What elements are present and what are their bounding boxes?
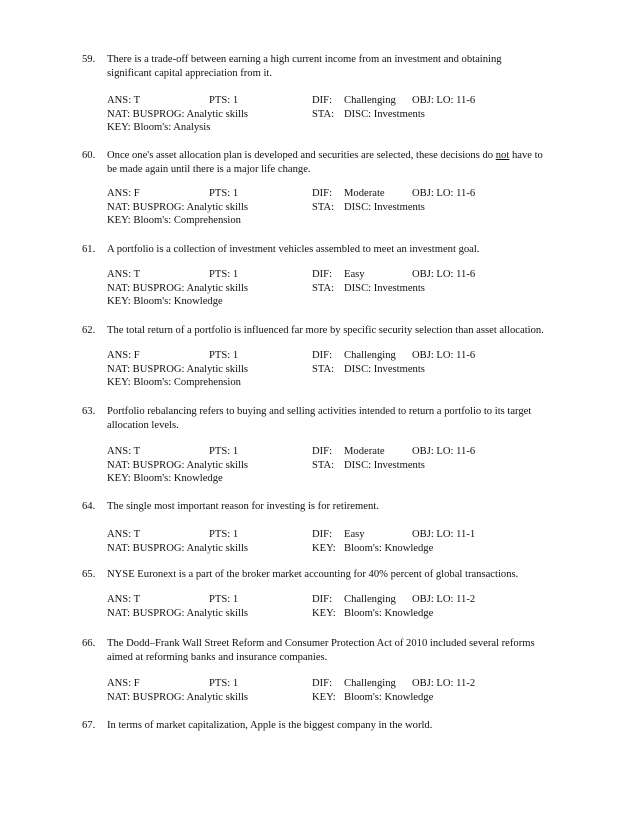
key-value: Bloom's: Knowledge: [344, 542, 434, 554]
objective-label: OBJ: LO: 11-6: [412, 269, 476, 280]
question-number: 64.: [82, 501, 96, 512]
nat-label: NAT: BUSPROG: Analytic skills: [107, 691, 249, 703]
meta-row: [107, 214, 587, 228]
meta-row: [107, 121, 587, 135]
answer-metadata: [107, 593, 587, 620]
question-text: [107, 243, 592, 257]
objective-label: OBJ: LO: 11-2: [412, 678, 476, 689]
key-label: KEY: Bloom's: Knowledge: [107, 296, 223, 308]
answer-label: ANS: T: [107, 529, 141, 540]
question-number: 66.: [82, 638, 96, 649]
question-text-line: The single most important reason for investing is for retirement.: [107, 501, 379, 512]
objective-label: OBJ: LO: 11-6: [412, 188, 476, 199]
question-text: [107, 405, 592, 433]
answer-label: ANS: T: [107, 594, 141, 605]
key-label: KEY: Bloom's: Comprehension: [107, 215, 241, 227]
sta-key: STA:: [312, 201, 335, 213]
difficulty-value: Easy: [344, 269, 365, 280]
meta-row: [107, 459, 587, 473]
meta-row: [107, 363, 587, 377]
question-text-line: NYSE Euronext is a part of the broker market accounting for 40% percent of global transactions.: [107, 569, 519, 580]
question-text: [107, 568, 592, 582]
difficulty-key: DIF:: [312, 678, 333, 689]
answer-label: ANS: F: [107, 188, 140, 199]
question-text: [107, 53, 592, 81]
nat-label: NAT: BUSPROG: Analytic skills: [107, 607, 249, 619]
answer-metadata: [107, 268, 587, 309]
answer-metadata: [107, 445, 587, 486]
meta-row: [107, 445, 587, 459]
question-text-line: A portfolio is a collection of investment vehicles assembled to meet an investment goal.: [107, 244, 480, 255]
points-label: PTS: 1: [209, 446, 239, 457]
sta-value: DISC: Investments: [344, 282, 425, 294]
question-text-line: be made again until there is a major life change.: [107, 164, 311, 175]
question-text-line: The Dodd–Frank Wall Street Reform and Consumer Protection Act of 2010 included several reforms: [107, 638, 535, 649]
points-label: PTS: 1: [209, 594, 239, 605]
answer-metadata: [107, 677, 587, 704]
meta-row: [107, 349, 587, 363]
difficulty-value: Challenging: [344, 678, 396, 689]
meta-row: [107, 94, 587, 108]
sta-value: DISC: Investments: [344, 459, 425, 471]
answer-label: ANS: T: [107, 269, 141, 280]
question-number: 67.: [82, 720, 96, 731]
nat-label: NAT: BUSPROG: Analytic skills: [107, 108, 249, 120]
objective-label: OBJ: LO: 11-6: [412, 446, 476, 457]
question-number: 59.: [82, 54, 96, 65]
question-number: 63.: [82, 406, 96, 417]
key-label: KEY: Bloom's: Analysis: [107, 122, 211, 134]
meta-row: [107, 295, 587, 309]
key-key: KEY:: [312, 691, 336, 703]
answer-label: ANS: F: [107, 678, 140, 689]
question-text-line: There is a trade-off between earning a high current income from an investment and obtaining: [107, 54, 502, 65]
emphasis-not: not: [495, 150, 510, 161]
question-text-line: Once one's asset allocation plan is developed and securities are selected, these decisions do not have to: [107, 150, 543, 161]
question-number: 62.: [82, 325, 96, 336]
meta-row: [107, 691, 587, 705]
meta-row: [107, 593, 587, 607]
meta-row: [107, 528, 587, 542]
answer-metadata: [107, 349, 587, 390]
sta-key: STA:: [312, 282, 335, 294]
question-text-line: aimed at reforming banks and insurance companies.: [107, 652, 328, 663]
nat-label: NAT: BUSPROG: Analytic skills: [107, 282, 249, 294]
objective-label: OBJ: LO: 11-1: [412, 529, 476, 540]
meta-row: [107, 201, 587, 215]
question-text: [107, 324, 592, 338]
objective-label: OBJ: LO: 11-6: [412, 350, 476, 361]
question-number: 60.: [82, 150, 96, 161]
question-number: 61.: [82, 244, 96, 255]
key-key: KEY:: [312, 607, 336, 619]
meta-row: [107, 108, 587, 122]
nat-label: NAT: BUSPROG: Analytic skills: [107, 363, 249, 375]
difficulty-value: Challenging: [344, 594, 396, 605]
nat-label: NAT: BUSPROG: Analytic skills: [107, 201, 249, 213]
difficulty-key: DIF:: [312, 269, 333, 280]
sta-value: DISC: Investments: [344, 201, 425, 213]
sta-key: STA:: [312, 108, 335, 120]
key-label: KEY: Bloom's: Knowledge: [107, 473, 223, 485]
key-value: Bloom's: Knowledge: [344, 607, 434, 619]
sta-value: DISC: Investments: [344, 108, 425, 120]
points-label: PTS: 1: [209, 529, 239, 540]
meta-row: [107, 677, 587, 691]
answer-label: ANS: T: [107, 446, 141, 457]
difficulty-key: DIF:: [312, 350, 333, 361]
difficulty-key: DIF:: [312, 446, 333, 457]
question-text-line: allocation levels.: [107, 420, 179, 431]
points-label: PTS: 1: [209, 188, 239, 199]
difficulty-key: DIF:: [312, 95, 333, 106]
points-label: PTS: 1: [209, 678, 239, 689]
key-value: Bloom's: Knowledge: [344, 691, 434, 703]
key-key: KEY:: [312, 542, 336, 554]
sta-value: DISC: Investments: [344, 363, 425, 375]
question-text-line: The total return of a portfolio is influenced far more by specific security selection than asset allocation.: [107, 325, 544, 336]
answer-metadata: [107, 187, 587, 228]
meta-row: [107, 472, 587, 486]
difficulty-key: DIF:: [312, 529, 333, 540]
question-text-line: Portfolio rebalancing refers to buying and selling activities intended to return a portfolio to its target: [107, 406, 532, 417]
meta-row: [107, 607, 587, 621]
objective-label: OBJ: LO: 11-2: [412, 594, 476, 605]
difficulty-value: Easy: [344, 529, 365, 540]
difficulty-value: Challenging: [344, 350, 396, 361]
difficulty-key: DIF:: [312, 188, 333, 199]
objective-label: OBJ: LO: 11-6: [412, 95, 476, 106]
question-text: [107, 149, 592, 177]
sta-key: STA:: [312, 363, 335, 375]
meta-row: [107, 187, 587, 201]
question-text: [107, 500, 592, 514]
difficulty-key: DIF:: [312, 594, 333, 605]
sta-key: STA:: [312, 459, 335, 471]
nat-label: NAT: BUSPROG: Analytic skills: [107, 459, 249, 471]
points-label: PTS: 1: [209, 269, 239, 280]
key-label: KEY: Bloom's: Comprehension: [107, 377, 241, 389]
question-text-line: significant capital appreciation from it.: [107, 68, 273, 79]
points-label: PTS: 1: [209, 350, 239, 361]
answer-label: ANS: T: [107, 95, 141, 106]
meta-row: [107, 282, 587, 296]
question-text: [107, 637, 592, 665]
difficulty-value: Moderate: [344, 446, 385, 457]
meta-row: [107, 268, 587, 282]
difficulty-value: Moderate: [344, 188, 385, 199]
answer-label: ANS: F: [107, 350, 140, 361]
question-number: 65.: [82, 569, 96, 580]
nat-label: NAT: BUSPROG: Analytic skills: [107, 542, 249, 554]
answer-metadata: [107, 528, 587, 555]
meta-row: [107, 542, 587, 556]
question-text-line: In terms of market capitalization, Apple is the biggest company in the world.: [107, 720, 433, 731]
difficulty-value: Challenging: [344, 95, 396, 106]
answer-metadata: [107, 94, 587, 135]
meta-row: [107, 376, 587, 390]
question-text: [107, 719, 592, 733]
points-label: PTS: 1: [209, 95, 239, 106]
